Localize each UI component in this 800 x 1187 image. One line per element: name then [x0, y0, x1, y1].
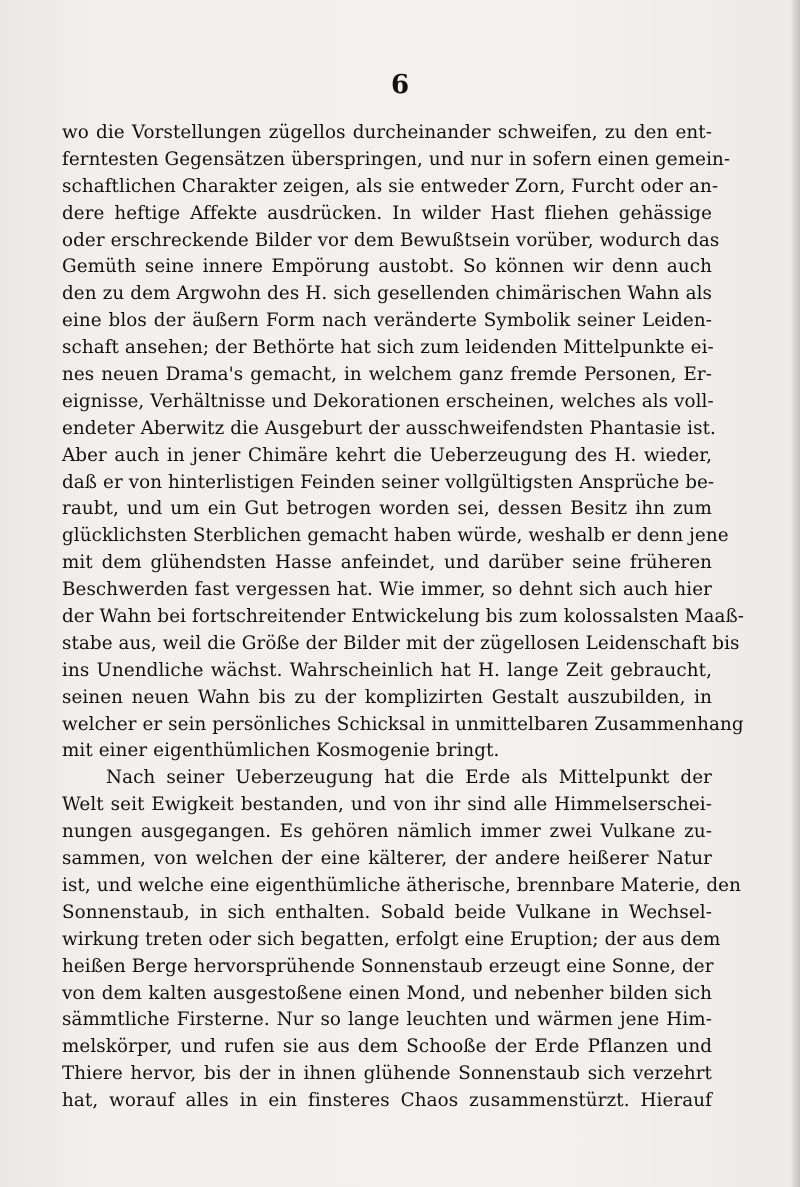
text-line: daß er von hinterlistigen Feinden seiner vollgültigsten Ansprüche be-	[62, 471, 715, 493]
text-line: raubt, und um ein Gut betrogen worden sei, dessen Besitz ihn zum	[62, 498, 712, 520]
text-line: Gemüth seine innere Empörung austobt. So können wir denn auch	[62, 256, 712, 278]
page-edge-shadow	[790, 0, 800, 1187]
text-line: wirkung treten oder sich begatten, erfolgt eine Eruption; der aus dem	[62, 928, 721, 950]
text-line: Sonnenstaub, in sich enthalten. Sobald beide Vulkane in Wechsel-	[62, 901, 712, 923]
text-line: ist, und welche eine eigenthümliche ätherische, brennbare Materie, den	[62, 874, 741, 896]
text-line: Welt seit Ewigkeit bestanden, und von ihr sind alle Himmelserschei-	[62, 794, 712, 816]
text-line: nes neuen Drama's gemacht, in welchem ganz fremde Personen, Er-	[62, 364, 712, 386]
text-line: sämmtliche Firsterne. Nur so lange leuchten und wärmen jene Him-	[62, 1009, 712, 1031]
text-line: mit einer eigenthümlichen Kosmogenie bringt.	[62, 740, 500, 762]
text-line: hat, worauf alles in ein finsteres Chaos zusammenstürzt. Hierauf	[62, 1090, 712, 1112]
text-line: schaftlichen Charakter zeigen, als sie entweder Zorn, Furcht oder an-	[62, 175, 719, 197]
text-line: stabe aus, weil die Größe der Bilder mit der zügellosen Leidenschaft bis	[62, 632, 740, 654]
text-line: seinen neuen Wahn bis zu der komplizirten Gestalt auszubilden, in	[62, 686, 712, 708]
text-line: eignisse, Verhältnisse und Dekorationen erscheinen, welches als voll-	[62, 390, 714, 412]
text-line: Beschwerden fast vergessen hat. Wie immer, so dehnt sich auch hier	[62, 579, 712, 601]
text-line: endeter Aberwitz die Ausgeburt der ausschweifendsten Phantasie ist.	[62, 417, 716, 439]
text-line: den zu dem Argwohn des H. sich gesellenden chimärischen Wahn als	[62, 283, 712, 305]
text-line: Thiere hervor, bis der in ihnen glühende Sonnenstaub sich verzehrt	[62, 1063, 712, 1085]
text-line: glücklichsten Sterblichen gemacht haben würde, weshalb er denn jene	[62, 525, 729, 547]
text-line: der Wahn bei fortschreitender Entwickelung bis zum kolossalsten Maaß-	[62, 606, 745, 628]
text-line: sammen, von welchen der eine kälterer, der andere heißerer Natur	[62, 848, 712, 870]
text-line: ferntesten Gegensätzen überspringen, und nur in sofern einen gemein-	[62, 148, 731, 170]
text-line: heißen Berge hervorsprühende Sonnenstaub erzeugt eine Sonne, der	[62, 955, 714, 977]
text-line: von dem kalten ausgestoßene einen Mond, und nebenher bilden sich	[62, 982, 712, 1004]
text-line: nungen ausgegangen. Es gehören nämlich immer zwei Vulkane zu-	[62, 821, 712, 843]
body-text	[62, 120, 745, 1115]
page-number: 6	[390, 70, 410, 100]
text-line: oder erschreckende Bilder vor dem Bewußtsein vorüber, wodurch das	[62, 229, 720, 251]
text-line: wo die Vorstellungen zügellos durcheinander schweifen, zu den ent-	[62, 122, 712, 143]
text-line: schaft ansehen; der Bethörte hat sich zum leidenden Mittelpunkte ei-	[62, 337, 714, 359]
text-line: Aber auch in jener Chimäre kehrt die Ueberzeugung des H. wieder,	[62, 444, 712, 466]
text-line: ins Unendliche wächst. Wahrscheinlich hat H. lange Zeit gebraucht,	[62, 659, 712, 681]
text-line: Nach seiner Ueberzeugung hat die Erde als Mittelpunkt der	[106, 767, 712, 789]
text-line: mit dem glühendsten Hasse anfeindet, und darüber seine früheren	[62, 552, 712, 574]
text-line: dere heftige Affekte ausdrücken. In wilder Hast fliehen gehässige	[62, 202, 712, 224]
text-line: eine blos der äußern Form nach veränderte Symbolik seiner Leiden-	[62, 310, 712, 332]
text-line: welcher er sein persönliches Schicksal in unmittelbaren Zusammenhang	[62, 713, 744, 735]
text-line: melskörper, und rufen sie aus dem Schooße der Erde Pflanzen und	[62, 1036, 712, 1058]
